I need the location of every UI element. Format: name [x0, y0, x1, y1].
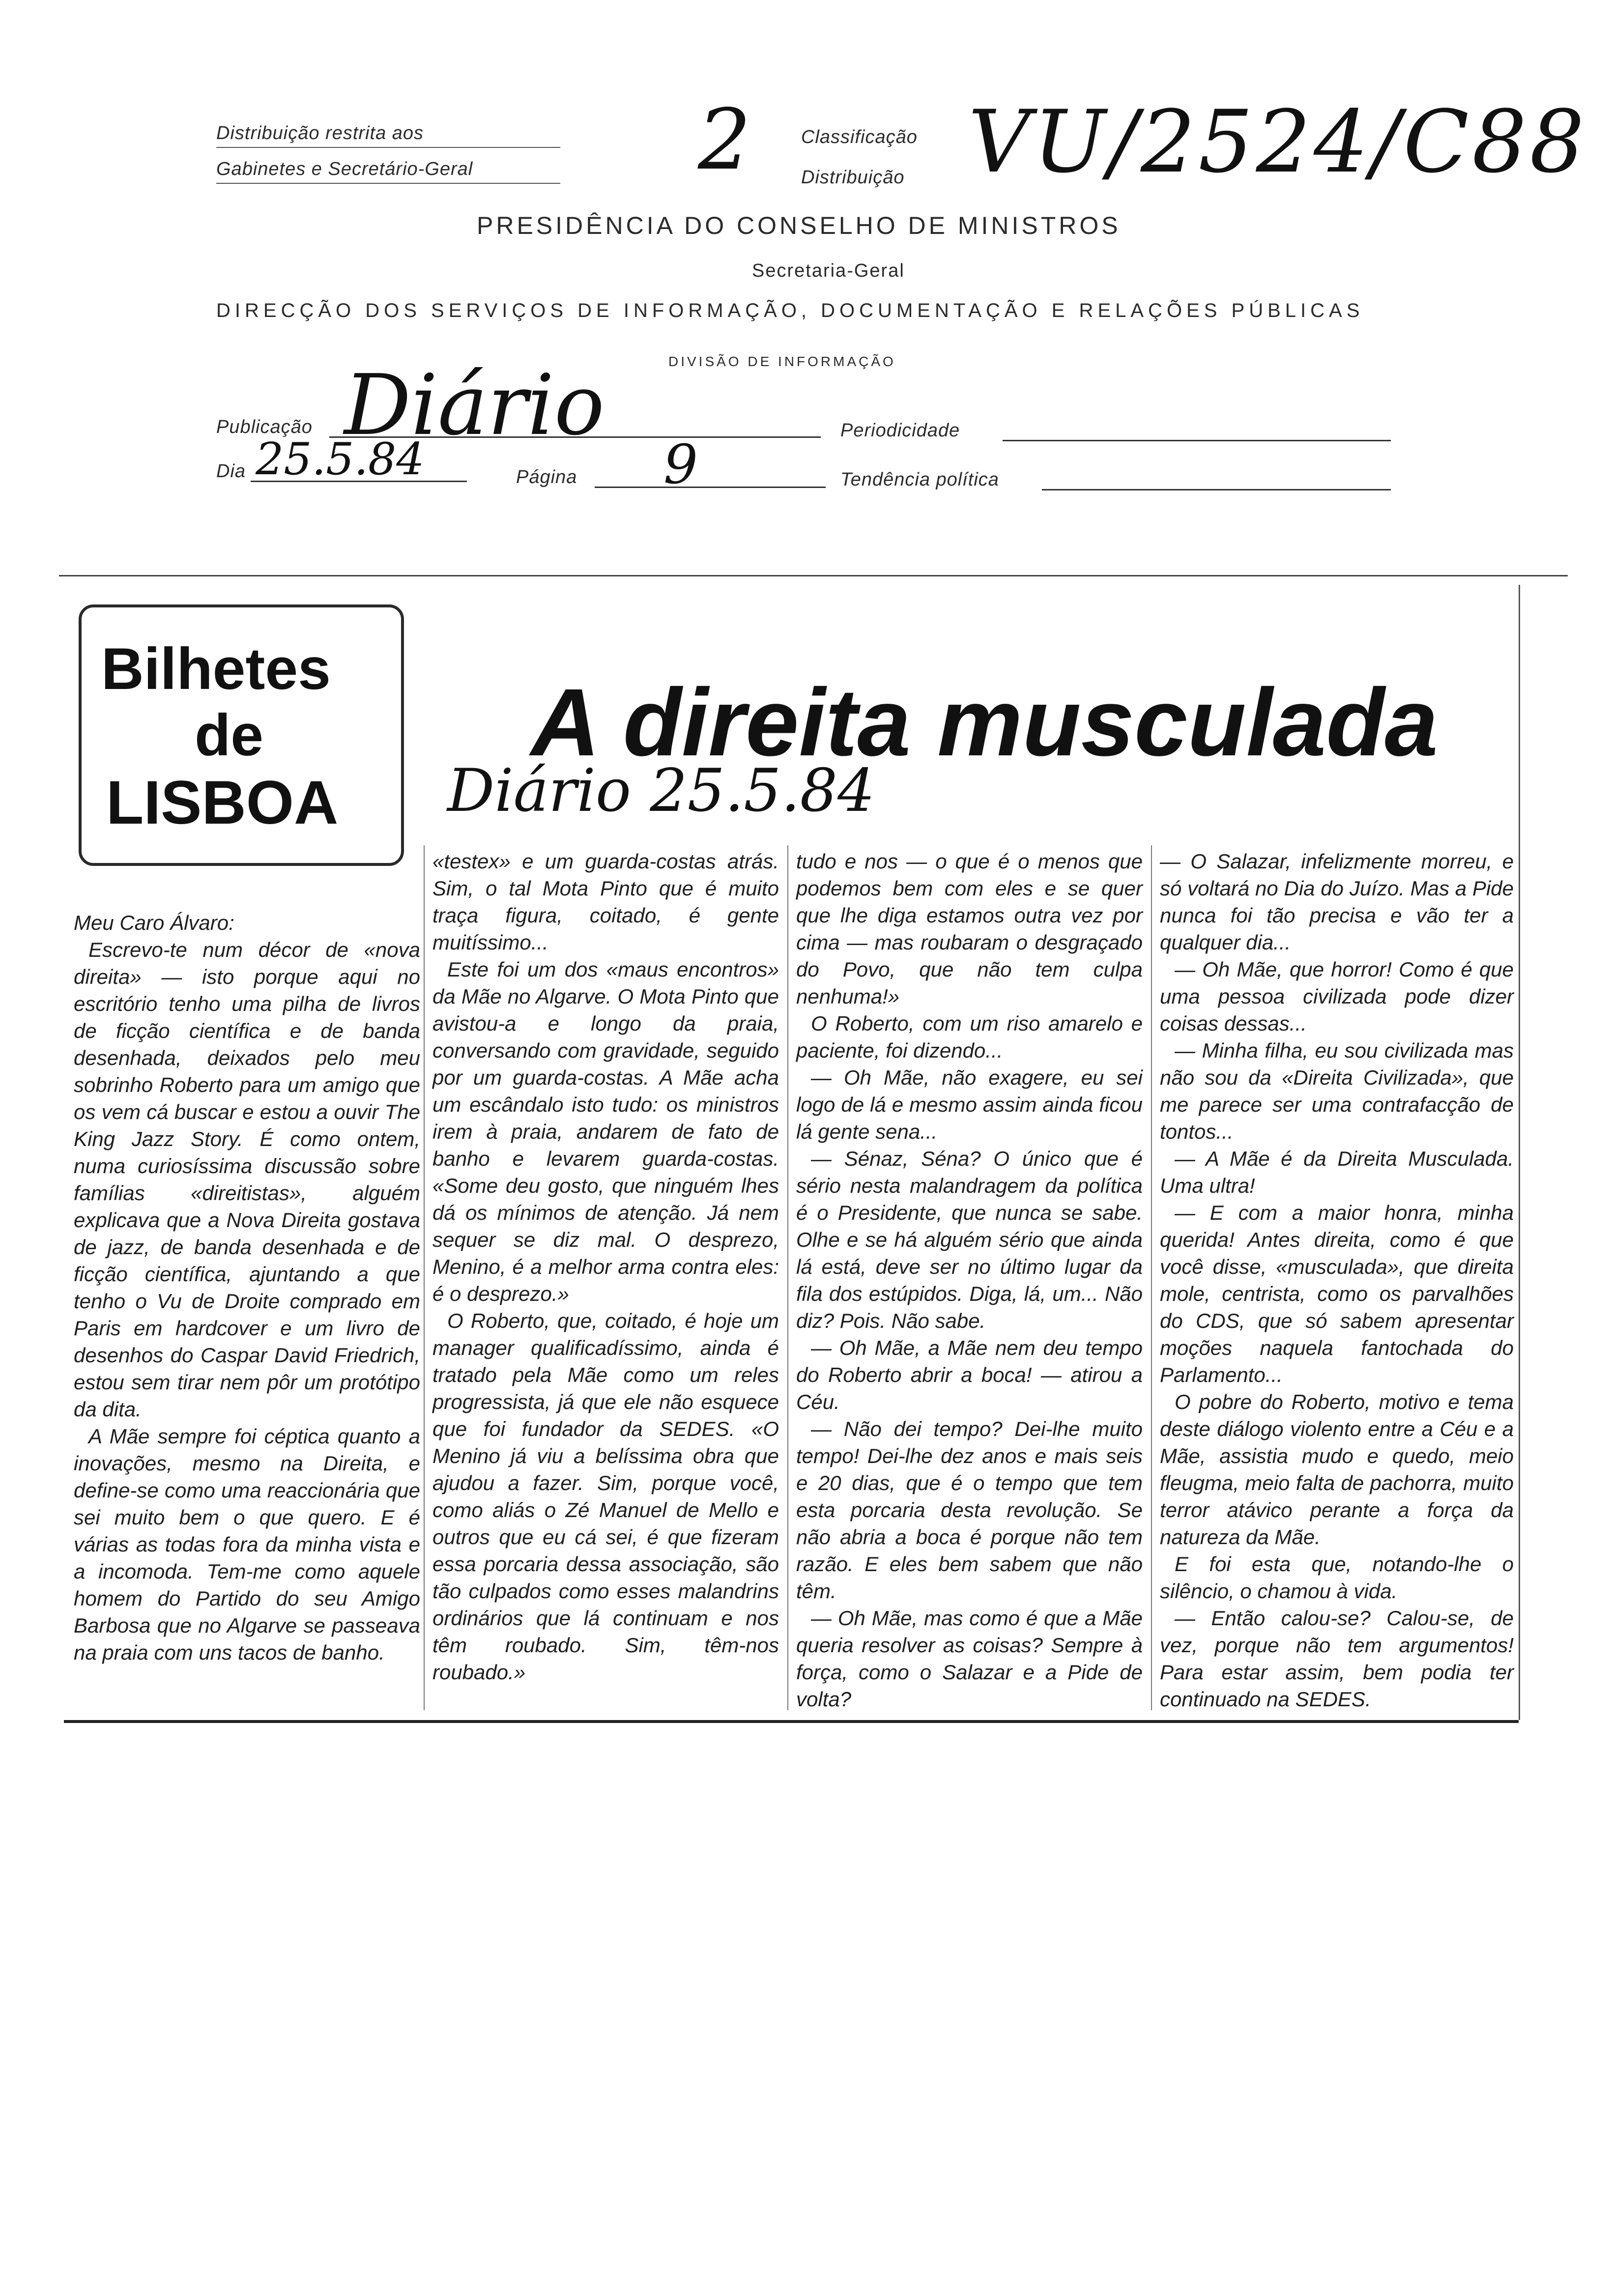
- badge-line3: LISBOA: [106, 769, 339, 837]
- column-4-paragraph: — O Salazar, infelizmente morreu, e só voltará no Dia do Juízo. Mas a Pide nunca foi tão precisa e vão ter a qualquer dia...: [1160, 850, 1514, 954]
- column-4-paragraph: — E com a maior honra, minha querida! Antes direita, como é que você disse, «musculada», que direita mole, centrista, como os parvalhões do CDS, que só sabem apresentar moções naquela fantochada do Parlamento...: [1160, 1201, 1514, 1386]
- periodicidade-label: Periodicidade: [840, 420, 960, 441]
- article-column-1: [74, 909, 420, 1666]
- handwritten-source: Diário 25.5.84: [447, 757, 875, 825]
- column-3-paragraph: tudo e nos — o que é o menos que podemos bem com eles e se quer que lhe diga estamos outra vez por cima — mas roubaram o desgraçado do Povo, que não tem culpa nenhuma!»: [796, 850, 1143, 1008]
- office-title: PRESIDÊNCIA DO CONSELHO DE MINISTROS: [477, 212, 1121, 239]
- column-divider: [1151, 845, 1152, 1710]
- handwritten-reference: VU/2524/C88: [968, 92, 1587, 192]
- badge-line1: Bilhetes: [101, 636, 331, 702]
- headline: A direita musculada: [531, 669, 1438, 776]
- column-2-paragraph: Este foi um dos «maus encontros» da Mãe no Algarve. O Mota Pinto que avistou-a e longo da praia, conversando com gravidade, seguido por um guarda-costas. A Mãe acha um escândalo isto tudo: os ministros irem à praia, andarem de fato de banho e levarem guarda-costas. «Some deu gosto, que ninguém lhes dá os mínimos de atenção. Já nem sequer se diz mal. O desprezo, Menino, é a melhor arma contra eles: é o desprezo.»: [432, 958, 779, 1305]
- publicacao-value: Diário: [344, 357, 605, 454]
- column-3-paragraph: — Não dei tempo? Dei-lhe muito tempo! Dei-lhe dez anos e mais seis e 20 dias, que é o tempo que tem esta porcaria desta revolução. Se não abria a boca é porque não tem razão. E eles bem sabem que não têm.: [796, 1417, 1143, 1603]
- clipping-top-rule: [59, 575, 1568, 576]
- distribution-note-line2: Gabinetes e Secretário-Geral: [216, 159, 560, 184]
- pagina-label: Página: [516, 467, 577, 488]
- distribution-note-line1: Distribuição restrita aos: [216, 123, 560, 148]
- column-divider: [424, 845, 425, 1710]
- column-1-paragraph: Meu Caro Álvaro:: [74, 911, 234, 934]
- dia-value: 25.5.84: [256, 433, 425, 485]
- column-3-paragraph: — Oh Mãe, não exagere, eu sei logo de lá e mesmo assim ainda ficou lá gente sena...: [796, 1066, 1143, 1143]
- article-column-3: [796, 848, 1143, 1713]
- column-divider: [787, 845, 788, 1710]
- pagina-line: [595, 487, 826, 488]
- dia-label: Dia: [216, 461, 246, 482]
- column-2-paragraph: O Roberto, que, coitado, é hoje um manager qualificadíssimo, ainda é tratado pela Mãe como um reles progressista, já que ele não esquece que foi fundador da SEDES. «O Menino já viu a belíssima obra que ajudou a fazer. Sim, porque você, como aliás o Zé Manuel de Mello e outros que eu cá sei, é que fizeram essa porcaria dessa associação, são tão culpados como esses malandrins ordinários que lá continuam e nos têm roubado. Sim, têm-nos roubado.»: [432, 1309, 779, 1684]
- column-4-paragraph: O pobre do Roberto, motivo e tema deste diálogo violento entre a Céu e a Mãe, assistia mudo e quedo, meio fleugma, meio falta de pachorra, muito terror atávico perante a força da natureza da Mãe.: [1160, 1390, 1514, 1549]
- badge-line2: de: [195, 702, 264, 768]
- column-3-paragraph: — Oh Mãe, mas como é que a Mãe queria resolver as coisas? Sempre à força, como o Salazar e a Pide de volta?: [796, 1607, 1143, 1711]
- distribution-note: [216, 123, 560, 184]
- article-column-2: [432, 848, 779, 1686]
- direccao-title: DIRECÇÃO DOS SERVIÇOS DE INFORMAÇÃO, DOCUMENTAÇÃO E RELAÇÕES PÚBLICAS: [216, 300, 1364, 321]
- column-4-paragraph: — Oh Mãe, que horror! Como é que uma pessoa civilizada pode dizer coisas dessas...: [1160, 958, 1514, 1035]
- column-1-paragraph: A Mãe sempre foi céptica quanto a inovações, mesmo na Direita, e define-se como uma reaccionária que sei muito bem o que quero. E é várias as todas fora da minha vista e a incomoda. Tem-me como aquele homem do Partido do seu Amigo Barbosa que no Algarve se passeava na praia com uns tacos de banho.: [74, 1425, 420, 1664]
- handwritten-number: 2: [698, 91, 751, 189]
- section-badge: [79, 604, 404, 866]
- divisao-title: DIVISÃO DE INFORMAÇÃO: [668, 354, 896, 369]
- clipping-right-edge: [1519, 585, 1520, 1720]
- classificacao-label: Classificação: [801, 127, 918, 147]
- column-3-paragraph: — Oh Mãe, a Mãe nem deu tempo do Roberto abrir a boca! — atirou a Céu.: [796, 1336, 1143, 1413]
- periodicidade-line: [1003, 440, 1391, 441]
- tendencia-label: Tendência política: [840, 469, 999, 490]
- pagina-value: 9: [663, 433, 698, 496]
- column-4-paragraph: E foi esta que, notando-lhe o silêncio, o chamou à vida.: [1160, 1552, 1514, 1603]
- article-column-4: [1160, 848, 1514, 1713]
- column-4-paragraph: — A Mãe é da Direita Musculada. Uma ultra!: [1160, 1147, 1514, 1197]
- column-4-paragraph: — Então calou-se? Calou-se, de vez, porque não tem argumentos! Para estar assim, bem podia ter continuado na SEDES.: [1160, 1607, 1514, 1711]
- column-3-paragraph: — Sénaz, Séna? O único que é sério nesta malandragem da política é o Presidente, que nunca se sabe. Olhe e se há alguém sério que ainda lá está, deve ser no último lugar da fila dos estúpidos. Diga, lá, um... Não diz? Pois. Não sabe.: [796, 1147, 1143, 1332]
- column-1-paragraph: Escrevo-te num décor de «nova direita» — isto porque aqui no escritório tenho uma pilha de livros de ficção científica e de banda desenhada, deixados pelo meu sobrinho Roberto para um amigo que os vem cá buscar e estou a ouvir The King Jazz Story. É como ontem, numa curiosíssima discussão sobre famílias «direitistas», alguém explicava que a Nova Direita gostava de jazz, de banda desenhada e de ficção científica, ajuntando a que tenho o Vu de Droite comprado em Paris em hardcover e um livro de desenhos do Caspar David Friedrich, estou sem tirar nem pôr um protótipo da dita.: [74, 938, 420, 1421]
- column-4-paragraph: — Minha filha, eu sou civilizada mas não sou da «Direita Civilizada», que me parece ser uma contrafacção de tontos...: [1160, 1039, 1514, 1143]
- column-3-paragraph: O Roberto, com um riso amarelo e paciente, foi dizendo...: [796, 1012, 1143, 1062]
- distribuicao-label: Distribuição: [801, 167, 905, 188]
- tendencia-line: [1042, 489, 1391, 490]
- publicacao-label: Publicação: [216, 417, 313, 437]
- clipping-bottom-rule: [64, 1720, 1519, 1723]
- secretaria: Secretaria-Geral: [752, 260, 905, 281]
- column-2-paragraph: «testex» e um guarda-costas atrás. Sim, o tal Mota Pinto que é muito traça figura, coitado, é gente muitíssimo...: [432, 850, 779, 954]
